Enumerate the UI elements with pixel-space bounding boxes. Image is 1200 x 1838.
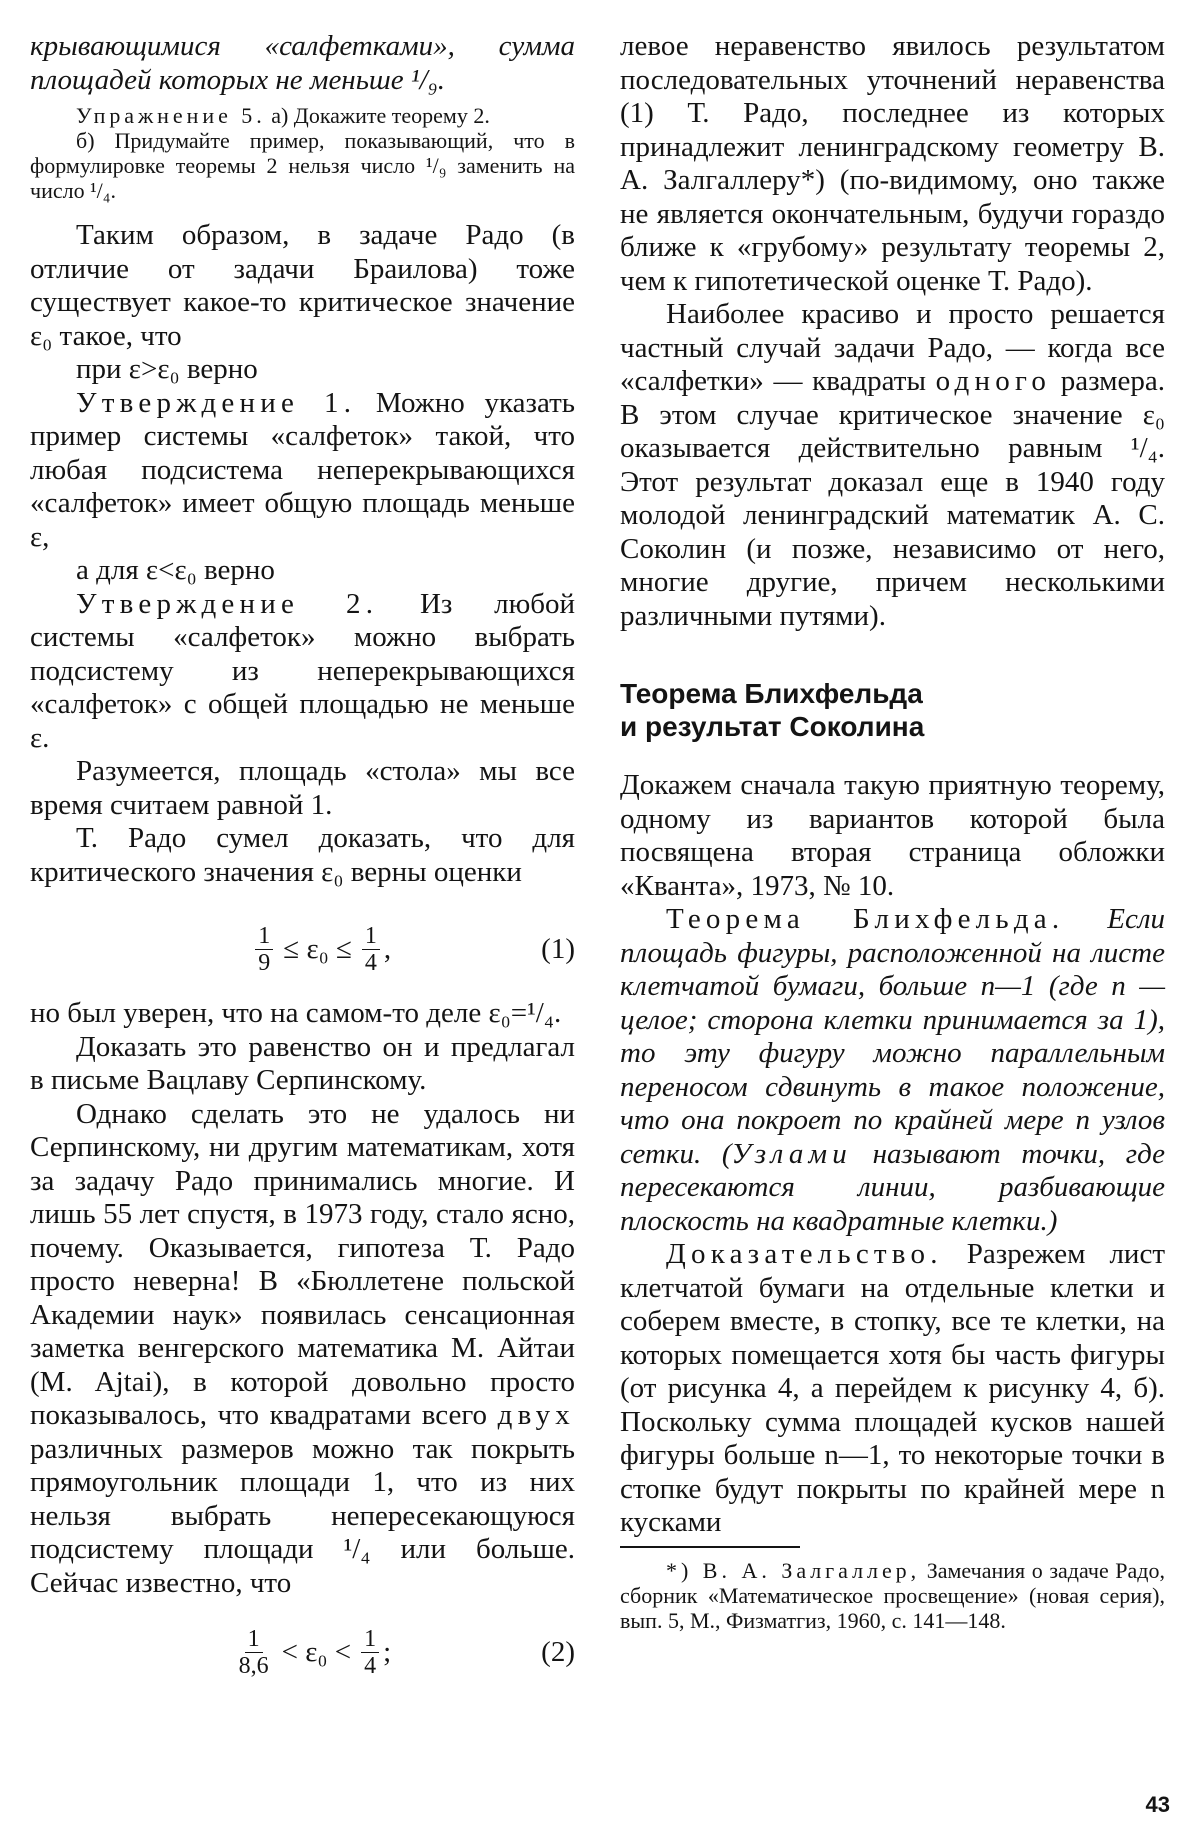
intro-text: крывающимися «салфетками», сумма площадей которых не меньше <box>30 30 575 96</box>
relation: < ε₀ < <box>281 1635 352 1668</box>
paragraph-critical-value: Таким образом, в задаче Радо (в отличие от задачи Браилова) тоже существует какое-то критическое значение ε₀ такое, что <box>30 219 575 352</box>
sokolin-tail: размера. В этом случае критическое значение ε₀ оказывается действительно равным ¹/₄. Этот результат доказал еще в 1940 году молодой ленинградский математик А. С. Соколин (и позже, независимо от него, многие другие, причем несколькими различными путями). <box>620 365 1166 632</box>
denominator: 4 <box>364 949 377 976</box>
fraction-rhs <box>362 923 380 976</box>
section-heading <box>620 677 1165 743</box>
paragraph-zalgaller: левое неравенство явилось результатом последовательных уточнений неравенства (1) Т. Радо, последнее из которых принадлежит ленинградскому геометру В. А. Залгаллеру*) (по-видимому, оно также не является окончательным, будучи гораздо ближе к «грубому» результату теоремы 2, чем к гипотетической оценке Т. Радо). <box>620 30 1165 297</box>
footnote-rule <box>620 1546 800 1548</box>
intro-italic <box>30 30 575 97</box>
left-column <box>30 30 575 1700</box>
proof <box>620 1238 1165 1540</box>
statement-1-text: Можно указать пример системы «салфеток» такой, что любая подсистема неперекрывающихся «салфеток» имеет общую площадь меньше ε, <box>30 386 575 553</box>
paragraph-rado-belief: но был уверен, что на самом-то деле ε₀=¹/₄. <box>30 997 562 1029</box>
exercise-label: Упражнение 5. <box>76 103 266 128</box>
theorem-label: Теорема Блихфельда. <box>666 903 1065 935</box>
paragraph-sokolin <box>620 298 1165 633</box>
fraction-lhs <box>255 923 273 976</box>
heading-line-1: Теорема Блихфельда <box>620 678 923 709</box>
denominator: 9 <box>258 949 271 976</box>
denominator: 8,6 <box>238 1652 269 1679</box>
statement-1-label: Утверждение 1. <box>76 386 357 419</box>
emphasis-two: двух <box>497 1399 576 1431</box>
paragraph-when-less: а для ε<ε₀ верно <box>76 554 275 586</box>
emphasis-one: одного <box>935 365 1052 397</box>
numerator: 1 <box>245 1626 263 1653</box>
exercise-5-a <box>30 103 575 128</box>
ajtai-text: Однако сделать это не удалось ни Серпинскому, ни другим математикам, хотя за задачу Радо принимались многие. И лишь 55 лет спустя, в 1973 году, стало ясно, почему. Оказывается, гипотеза Т. Радо просто неверна! В «Бюллетене польской Академии наук» появилась сенсационная заметка венгерского математика М. Айтаи (M. Ajtai), в которой довольно просто показывалось, что квадратами всего <box>30 1097 575 1431</box>
ajtai-tail: различных размеров можно так покрыть прямоугольник площади 1, что из них нельзя выбрать непересекающуюся подсистему площади ¹/₄ или больше. Сейчас известно, что <box>30 1432 575 1599</box>
right-column <box>620 30 1165 1633</box>
numerator: 1 <box>361 1626 379 1653</box>
paragraph-rado-estimate: Т. Радо сумел доказать, что для критического значения ε₀ верны оценки <box>30 822 575 888</box>
formula-punct: ; <box>383 1635 392 1668</box>
formula-number: (1) <box>541 932 575 965</box>
proof-label: Доказательство. <box>666 1238 943 1270</box>
formula-2-expression <box>232 1626 392 1679</box>
formula-1 <box>30 909 575 989</box>
footnote <box>620 1558 1165 1633</box>
formula-1-expression <box>251 923 391 976</box>
fraction-rhs <box>361 1626 379 1679</box>
theorem-tail: называют точки, где пересекаются линии, разбивающие плоскость на квадратные клетки.) <box>620 1137 1165 1237</box>
intro-fraction: ¹/₉. <box>410 63 446 96</box>
sokolin-text: Наиболее красиво и просто решается частный случай задачи Радо, — когда все «салфетки» — квадраты <box>620 298 1165 397</box>
statement-1 <box>30 387 575 555</box>
page-number: 43 <box>1145 1792 1170 1817</box>
exercise-5-b: б) Придумайте пример, показывающий, что в формулировке теоремы 2 нельзя число ¹/₉ заменить на число ¹/₄. <box>30 128 575 203</box>
paragraph-when-greater: при ε>ε₀ верно <box>76 353 258 385</box>
numerator: 1 <box>255 923 273 950</box>
numerator: 1 <box>362 923 380 950</box>
statement-2-text: Из любой системы «салфеток» можно выбрать подсистему из неперекрывающихся «салфеток» с общей площадью не меньше ε. <box>30 587 576 754</box>
paragraph-ajtai <box>30 1098 575 1601</box>
paragraph-nice-theorem: Докажем сначала такую приятную теорему, одному из вариантов которой была посвящена вторая страница обложки «Кванта», 1973, № 10. <box>620 769 1165 902</box>
proof-text: Разрежем лист клетчатой бумаги на отдельные клетки и соберем вместе, в стопку, все те клетки, на которых помещается хотя бы часть фигуры (от рисунка 4, а перейдем к рисунку 4, б). Поскольку сумма площадей кусков нашей фигуры больше n—1, то некоторые точки в стопке будут покрыты по крайней мере n кусками <box>620 1238 1165 1538</box>
formula-punct: , <box>383 932 392 965</box>
formula-number: (2) <box>541 1635 575 1668</box>
paragraph-sierpinski: Доказать это равенство он и предлагал в письме Вацлаву Серпинскому. <box>30 1030 575 1096</box>
formula-2 <box>30 1612 575 1692</box>
exercise-a-text: а) Докажите теорему 2. <box>271 103 490 128</box>
theorem-blichfeldt <box>620 903 1165 1238</box>
fraction-lhs <box>236 1626 272 1679</box>
relation: ≤ ε₀ ≤ <box>283 932 352 965</box>
theorem-text: Если площадь фигуры, расположенной на листе клетчатой бумаги, больше n—1 (где n — целое; сторона клетки принимается за 1), то эту фигуру можно параллельным переносом сдвинуть в такое положение, что она покроет по крайней мере n узлов сетки. ( <box>620 903 1165 1170</box>
footnote-text: Замечания о задаче Радо, сборник «Математическое просвещение» (новая серия), вып. 5, М., Физматгиз, 1960, с. 141—148. <box>620 1557 1166 1633</box>
denominator: 4 <box>364 1652 377 1679</box>
statement-2-label: Утверждение 2. <box>76 587 379 620</box>
heading-line-2: и результат Соколина <box>620 711 925 742</box>
paragraph-table-area: Разумеется, площадь «стола» мы все время считаем равной 1. <box>30 755 575 821</box>
theorem-nodes-term: Узлами <box>731 1137 852 1170</box>
footnote-author: *) В. А. Залгаллер, <box>666 1557 921 1583</box>
statement-2 <box>30 588 575 756</box>
